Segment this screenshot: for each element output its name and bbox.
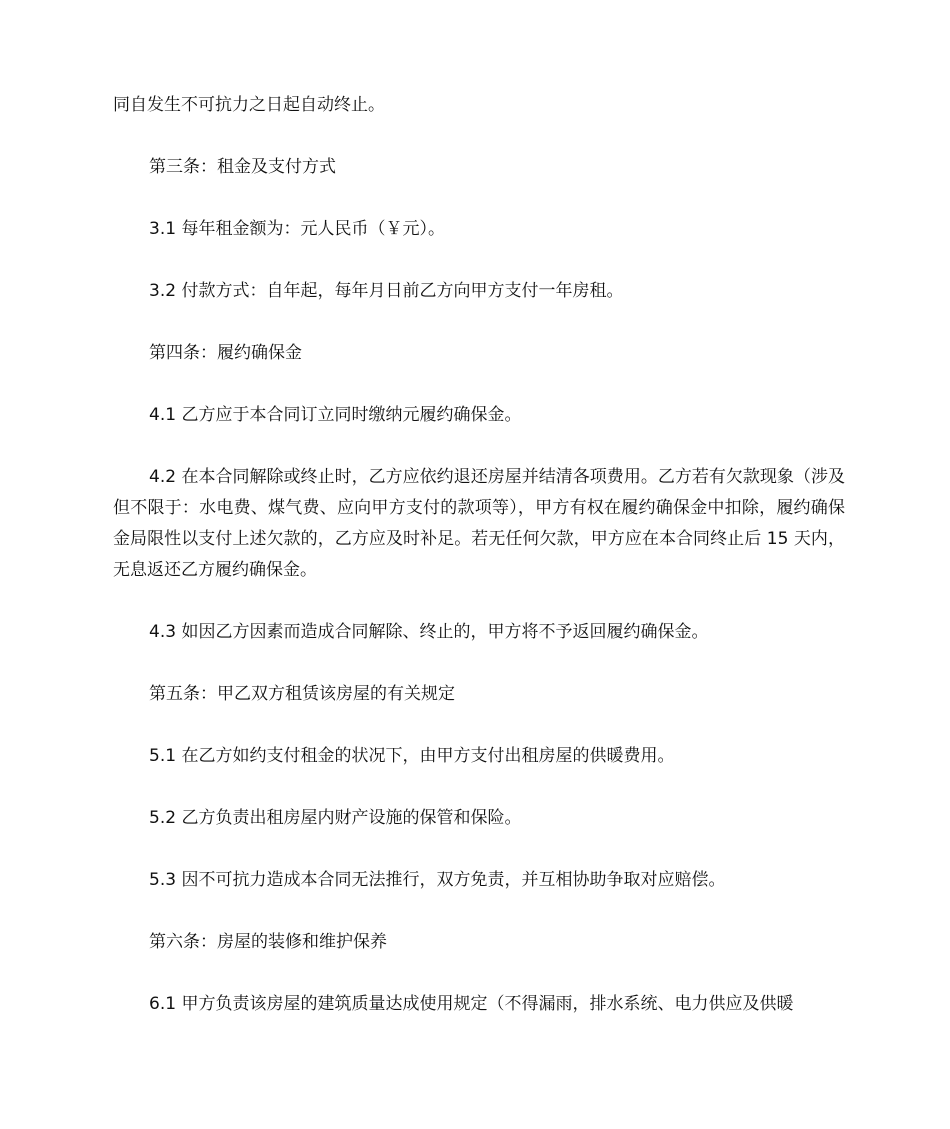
paragraph-continuation: 同自发生不可抗力之日起自动终止。 — [113, 95, 385, 115]
article-5-heading: 第五条：甲乙双方租赁该房屋的有关规定 — [149, 684, 455, 704]
article-4-heading: 第四条：履约确保金 — [149, 343, 302, 363]
clause-4-3: 4.3 如因乙方因素而造成合同解除、终止的，甲方将不予返回履约确保金。 — [149, 622, 709, 642]
article-3-heading: 第三条：租金及支付方式 — [149, 157, 336, 177]
clause-4-2: 4.2 在本合同解除或终止时，乙方应依约退还房屋并结清各项费用。乙方若有欠款现象（涉及但不限于：水电费、煤气费、应向甲方支付的款项等），甲方有权在履约确保金中扣除，履约确保金局限性以支付上述欠款的，乙方应及时补足。若无任何欠款，甲方应在本合同终止后 15 天内，无息返还乙方履约确保金。 — [113, 467, 845, 580]
document-body — [113, 90, 845, 1051]
clause-3-1: 3.1 每年租金额为：元人民币（￥元）。 — [149, 219, 445, 239]
article-6-heading: 第六条：房屋的装修和维护保养 — [149, 932, 387, 952]
clause-6-1: 6.1 甲方负责该房屋的建筑质量达成使用规定（不得漏雨，排水系统、电力供应及供暖 — [149, 994, 794, 1014]
clause-4-1: 4.1 乙方应于本合同订立同时缴纳元履约确保金。 — [149, 405, 522, 425]
clause-5-2: 5.2 乙方负责出租房屋内财产设施的保管和保险。 — [149, 808, 522, 828]
clause-5-1: 5.1 在乙方如约支付租金的状况下，由甲方支付出租房屋的供暖费用。 — [149, 746, 675, 766]
clause-3-2: 3.2 付款方式：自年起，每年月日前乙方向甲方支付一年房租。 — [149, 281, 624, 301]
clause-5-3: 5.3 因不可抗力造成本合同无法推行，双方免责，并互相协助争取对应赔偿。 — [149, 870, 726, 890]
